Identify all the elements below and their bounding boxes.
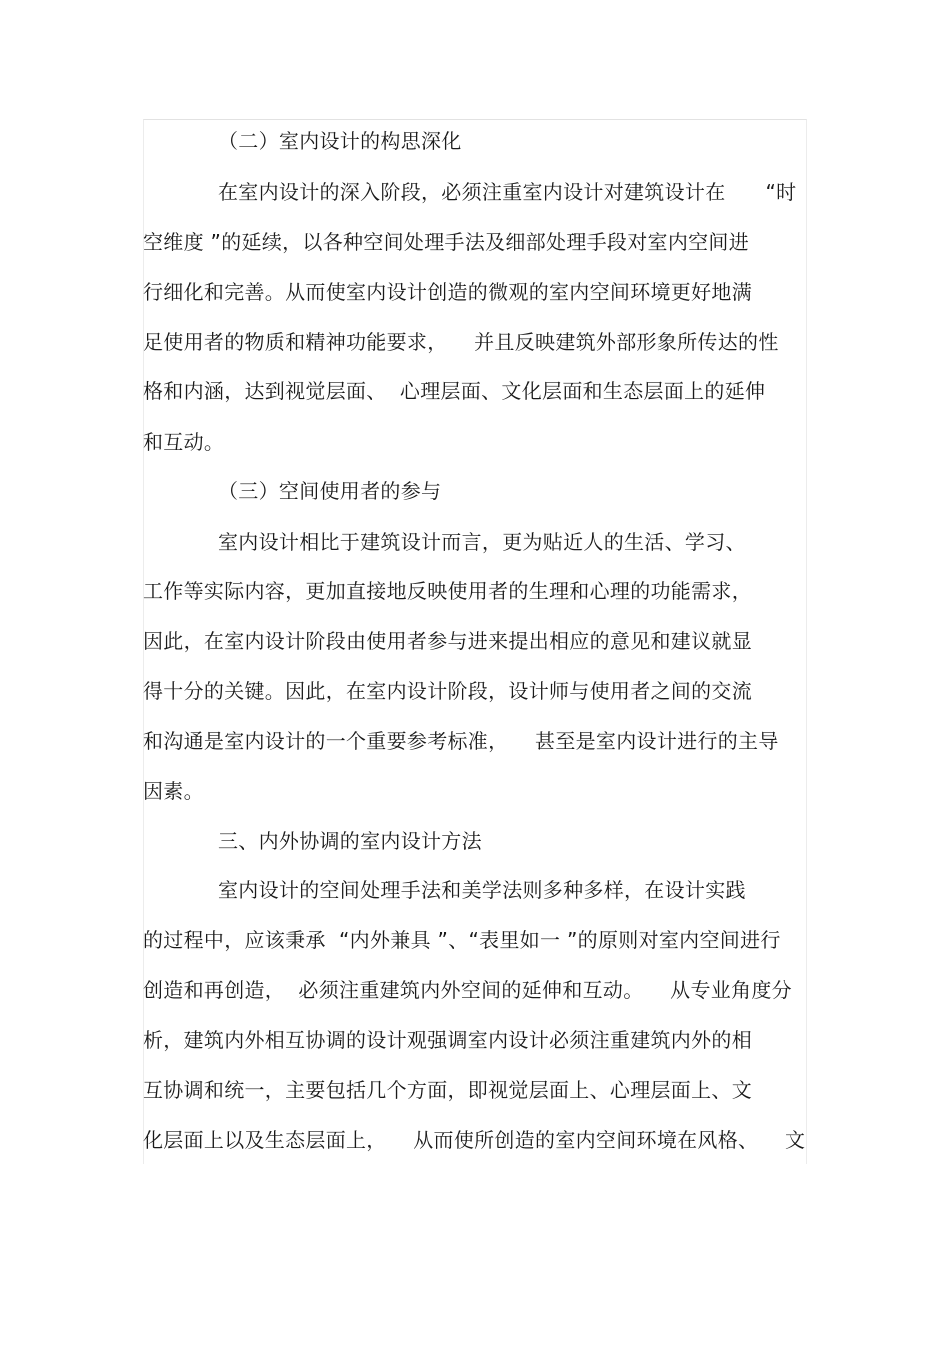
paragraph-line: 行细化和完善。从而使室内设计创造的微观的室内空间环境更好地满 <box>143 280 752 304</box>
section-heading: （二）室内设计的构思深化 <box>218 129 462 153</box>
paragraph-line: 的过程中，应该秉承 “内外兼具 ”、“表里如一 ”的原则对室内空间进行 <box>143 928 781 952</box>
paragraph-line: 析，建筑内外相互协调的设计观强调室内设计必须注重建筑内外的相 <box>143 1028 752 1052</box>
paragraph-line: 得十分的关键。因此，在室内设计阶段，设计师与使用者之间的交流 <box>143 679 752 703</box>
section-heading: 三、内外协调的室内设计方法 <box>218 829 482 853</box>
paragraph-line: 室内设计的空间处理手法和美学法则多种多样，在设计实践 <box>218 878 746 902</box>
paragraph-line: 空维度 ”的延续，以各种空间处理手法及细部处理手段对室内空间进 <box>143 230 750 254</box>
paragraph-line: 创造和再创造， 必须注重建筑内外空间的延伸和互动。 从专业角度分 <box>143 978 792 1002</box>
paragraph-line: 在室内设计的深入阶段，必须注重室内设计对建筑设计在 “时 <box>218 180 797 204</box>
paragraph-line: 工作等实际内容，更加直接地反映使用者的生理和心理的功能需求， <box>143 579 752 603</box>
section-heading: （三）空间使用者的参与 <box>218 479 442 503</box>
paragraph-line: 和互动。 <box>143 430 225 454</box>
paragraph-line: 格和内涵，达到视觉层面、 心理层面、文化层面和生态层面上的延伸 <box>143 379 766 403</box>
paragraph-line: 和沟通是室内设计的一个重要参考标准， 甚至是室内设计进行的主导 <box>143 729 779 753</box>
paragraph-line: 因此，在室内设计阶段由使用者参与进来提出相应的意见和建议就显 <box>143 629 752 653</box>
paragraph-line: 化层面上以及生态层面上， 从而使所创造的室内空间环境在风格、 文 <box>143 1128 806 1152</box>
paragraph-line: 互协调和统一，主要包括几个方面，即视觉层面上、心理层面上、文 <box>143 1078 752 1102</box>
paragraph-line: 室内设计相比于建筑设计而言，更为贴近人的生活、学习、 <box>218 530 746 554</box>
paragraph-line: 足使用者的物质和精神功能要求， 并且反映建筑外部形象所传达的性 <box>143 330 779 354</box>
paragraph-line: 因素。 <box>143 779 204 803</box>
